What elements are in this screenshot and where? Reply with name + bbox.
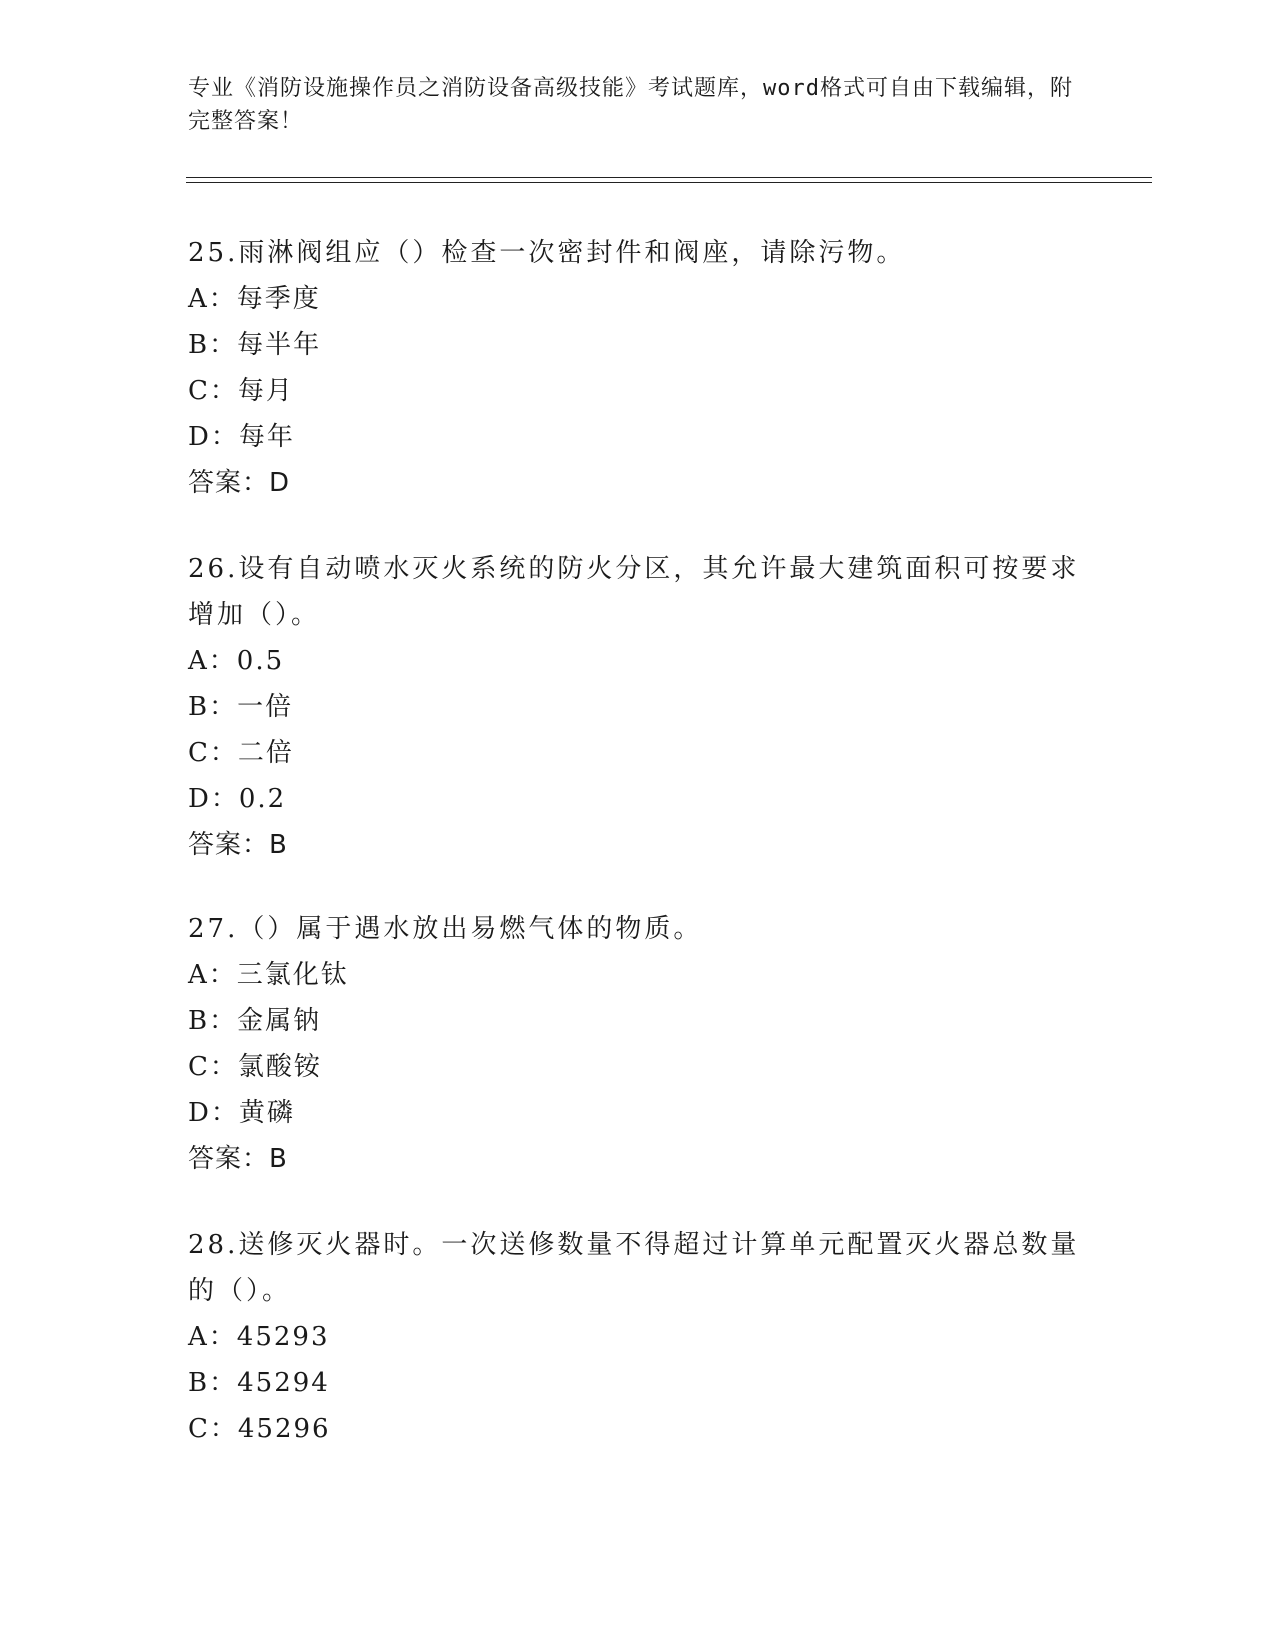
answer: 答案：B	[188, 830, 288, 860]
question-stem: 25.雨淋阀组应（）检查一次密封件和阀座，请除污物。	[188, 238, 906, 268]
question-27	[188, 906, 1088, 1182]
option-b: B：金属钠	[188, 1006, 322, 1036]
option-b: B：一倍	[188, 692, 294, 722]
header-divider-bottom	[186, 182, 1152, 183]
option-b: B：45294	[188, 1368, 330, 1398]
question-stem: 27.（）属于遇水放出易燃气体的物质。	[188, 914, 703, 944]
option-c: C：45296	[188, 1414, 331, 1444]
option-a: A：0.5	[188, 646, 285, 676]
option-b: B：每半年	[188, 330, 322, 360]
option-c: C：每月	[188, 376, 294, 406]
option-a: A：三氯化钛	[188, 960, 349, 990]
option-d: D：黄磷	[188, 1098, 295, 1128]
option-a: A：45293	[188, 1322, 330, 1352]
option-c: C：二倍	[188, 738, 294, 768]
option-c: C：氯酸铵	[188, 1052, 322, 1082]
question-25	[188, 230, 1088, 506]
question-28	[188, 1222, 1088, 1452]
header-divider-top	[186, 177, 1152, 178]
option-d: D：每年	[188, 422, 295, 452]
option-a: A：每季度	[188, 284, 321, 314]
question-stem: 28.送修灭火器时。一次送修数量不得超过计算单元配置灭火器总数量的（）。	[188, 1230, 1080, 1306]
question-26	[188, 546, 1088, 868]
document-header: 专业《消防设施操作员之消防设备高级技能》考试题库，word格式可自由下载编辑，附完整答案！	[188, 76, 1073, 134]
answer: 答案：D	[188, 468, 291, 498]
option-d: D：0.2	[188, 784, 287, 814]
answer: 答案：B	[188, 1144, 288, 1174]
question-stem: 26.设有自动喷水灭火系统的防火分区，其允许最大建筑面积可按要求增加（）。	[188, 554, 1080, 630]
